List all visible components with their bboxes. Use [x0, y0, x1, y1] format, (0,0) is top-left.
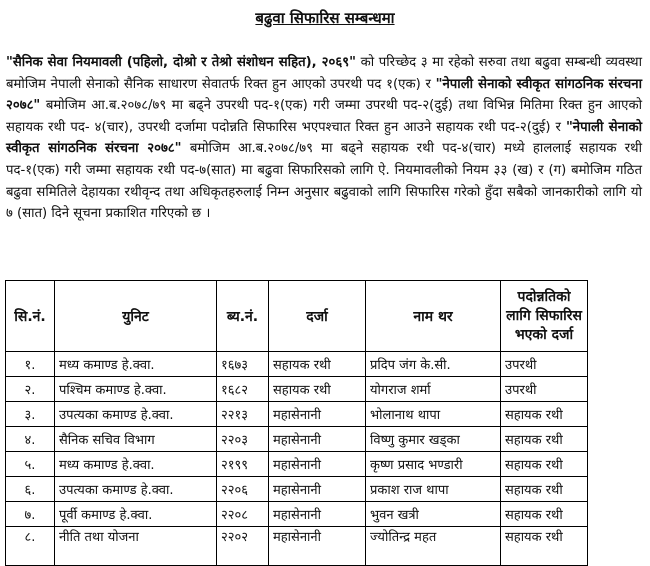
table-row: [6, 402, 588, 427]
cell-rank: महासेनानी: [269, 452, 366, 477]
header-serial: सि.नं.: [6, 281, 55, 352]
cell-unit: उपत्यका कमाण्ड हे.क्वा.: [55, 477, 217, 502]
table-row: [6, 427, 588, 452]
table-row: [6, 452, 588, 477]
cell-personal-number: १६८२: [217, 377, 269, 402]
cell-name: भुवन खत्री: [366, 502, 501, 527]
cell-unit: उपत्यका कमाण्ड हे.क्वा.: [55, 402, 217, 427]
header-unit: युनिट: [55, 281, 217, 352]
cell-serial: ४.: [6, 427, 55, 452]
cell-rank: सहायक रथी: [269, 352, 366, 377]
cell-serial: ५.: [6, 452, 55, 477]
cell-unit: पश्चिम कमाण्ड हे.क्वा.: [55, 377, 217, 402]
cell-rank: सहायक रथी: [269, 377, 366, 402]
cell-personal-number: २१९९: [217, 452, 269, 477]
cell-recommended-rank: सहायक रथी: [501, 502, 588, 527]
cell-recommended-rank: सहायक रथी: [501, 427, 588, 452]
table-row: [6, 477, 588, 502]
cell-serial: ३.: [6, 402, 55, 427]
paragraph-text-3: बमोजिम आ.ब.२०७८/७९ मा बढ्ने सहायक रथी पद-४(चार) मध्ये हाललाई सहायक रथी पद-१(एक) गरी जम्मा सहायक रथी पद-७(सात) मा बढुवा सिफारिसको लागि ऐ. नियमावलीको नियम ३३ (ख) र (ग) बमोजिम गठित बढुवा समितिले देहायका रथीवृन्द तथा अधिकृतहरुलाई निम्न अनुसार बढुवाको लागि सिफारिस गरेको हुँदा सबैको जानकारीको लागि यो ७ (सात) दिने सूचना प्रकाशित गरिएको छ ।: [6, 141, 642, 222]
cell-unit: मध्य कमाण्ड हे.क्वा.: [55, 452, 217, 477]
table-body: [6, 352, 588, 566]
cell-personal-number: १६७३: [217, 352, 269, 377]
cell-unit: पूर्वी कमाण्ड हे.क्वा.: [55, 502, 217, 527]
cell-unit: सैनिक सचिव विभाग: [55, 427, 217, 452]
paragraph-text-2: बमोजिम आ.ब.२०७८/७९ मा बढ्ने उपरथी पद-१(एक) गरी जम्मा उपरथी पद-२(दुई) तथा विभिन्न मितिमा रिक्त हुन आएको सहायक रथी पद- ४(चार), उपरथी दर्जामा पदोन्नति सिफारिस भएपश्चात रिक्त हुन आउने सहायक रथी पद-२(दुई) र: [6, 98, 642, 135]
cell-recommended-rank: सहायक रथी: [501, 402, 588, 427]
cell-serial: २.: [6, 377, 55, 402]
cell-recommended-rank: उपरथी: [501, 377, 588, 402]
header-rank: दर्जा: [269, 281, 366, 352]
header-personal-number: ब्य.नं.: [217, 281, 269, 352]
cell-recommended-rank: उपरथी: [501, 352, 588, 377]
cell-name: योगराज शर्मा: [366, 377, 501, 402]
cell-rank: महासेनानी: [269, 477, 366, 502]
cell-serial: १.: [6, 352, 55, 377]
header-recommended-rank: पदोन्नतिको लागि सिफारिस भएको दर्जा: [501, 281, 588, 352]
document-title: बढुवा सिफारिस सम्बन्धमा: [255, 9, 395, 27]
cell-name: ज्योतिन्द्र महत: [366, 527, 501, 566]
cell-personal-number: २२०२: [217, 527, 269, 566]
cell-recommended-rank: सहायक रथी: [501, 452, 588, 477]
cell-serial: ८.: [6, 527, 55, 566]
paragraph-text-1: को परिच्छेद ३ मा रहेको सरुवा तथा बढुवा सम्बन्धी व्यवस्था बमोजिम नेपाली सेनाको सैनिक साधारण सेवातर्फ रिक्त हुन आएको उपरथी पद १(एक) र: [6, 55, 642, 92]
header-name: नाम थर: [366, 281, 501, 352]
cell-personal-number: २२०८: [217, 502, 269, 527]
cell-personal-number: २२०३: [217, 427, 269, 452]
table-header-row: [6, 281, 588, 352]
cell-rank: महासेनानी: [269, 402, 366, 427]
cell-name: प्रदिप जंग के.सी.: [366, 352, 501, 377]
quote-structure-2: "नेपाली सेनाको स्वीकृत सांगठनिक संरचना २०७८": [6, 119, 642, 157]
cell-recommended-rank: सहायक रथी: [501, 477, 588, 502]
table-row: [6, 377, 588, 402]
cell-name: भोलानाथ थापा: [366, 402, 501, 427]
cell-name: विष्णु कुमार खड्का: [366, 427, 501, 452]
promotion-table: [5, 280, 588, 566]
cell-recommended-rank: सहायक रथी: [501, 527, 588, 566]
cell-serial: ६.: [6, 477, 55, 502]
table-row: [6, 527, 588, 566]
cell-name: कृष्ण प्रसाद भण्डारी: [366, 452, 501, 477]
cell-name: प्रकाश राज थापा: [366, 477, 501, 502]
cell-rank: महासेनानी: [269, 427, 366, 452]
cell-unit: मध्य कमाण्ड हे.क्वा.: [55, 352, 217, 377]
cell-serial: ७.: [6, 502, 55, 527]
cell-rank: महासेनानी: [269, 527, 366, 566]
table-row: [6, 502, 588, 527]
notice-paragraph: [6, 52, 642, 225]
table-row: [6, 352, 588, 377]
cell-rank: महासेनानी: [269, 502, 366, 527]
quote-regulation: "सैनिक सेवा नियमावली (पहिलो, दोश्रो र तेश्रो संशोधन सहित), २०६९": [6, 55, 356, 70]
quote-structure-1: "नेपाली सेनाको स्वीकृत सांगठनिक संरचना २०७८": [6, 76, 642, 114]
cell-personal-number: २२१३: [217, 402, 269, 427]
cell-personal-number: २२०६: [217, 477, 269, 502]
cell-unit: नीति तथा योजना: [55, 527, 217, 566]
